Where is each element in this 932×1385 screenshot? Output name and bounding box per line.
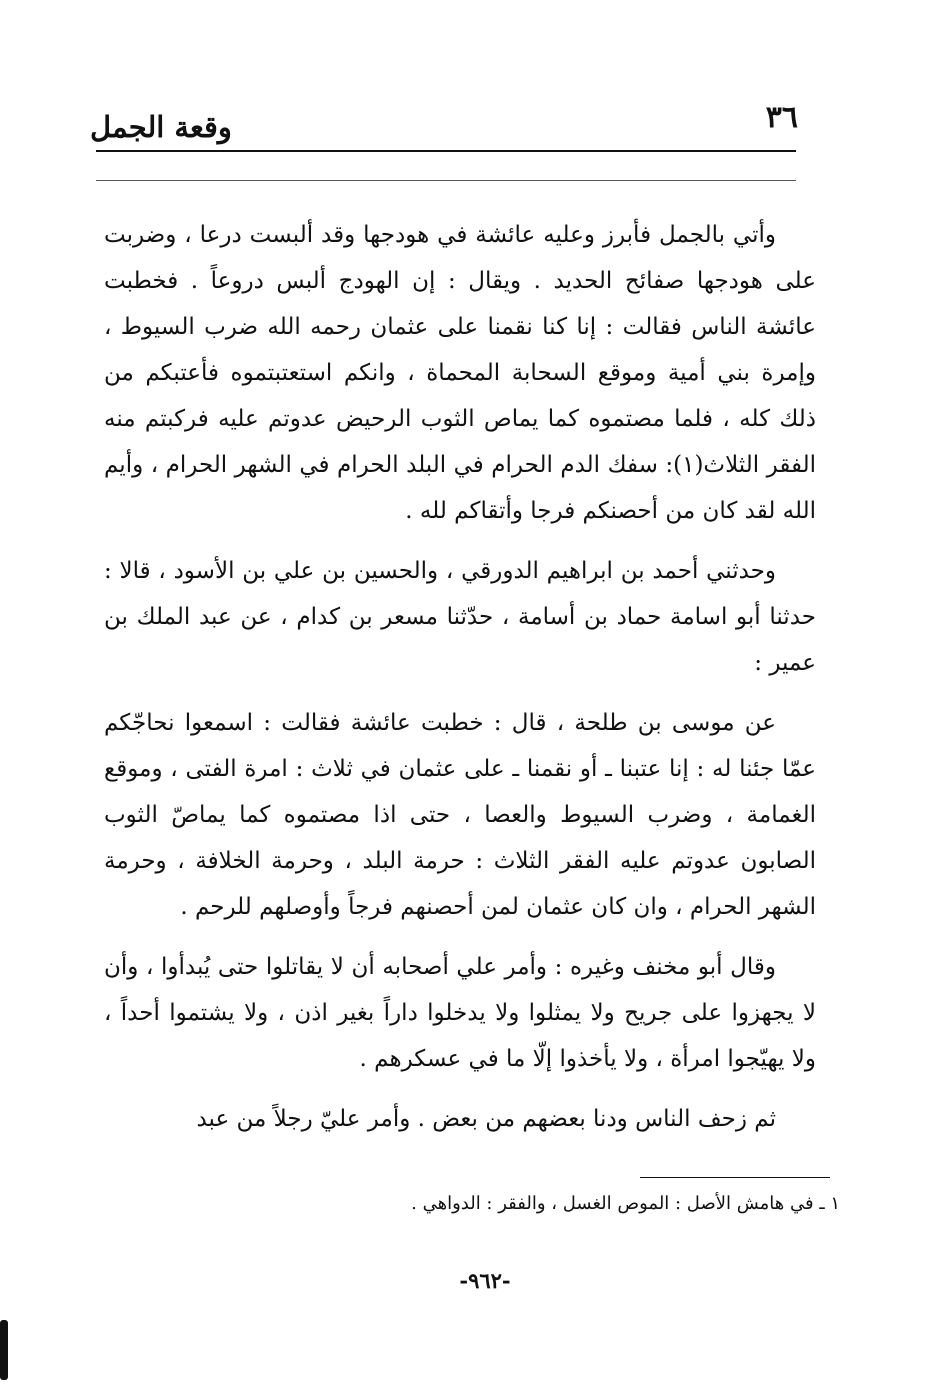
paragraph: ثم زحف الناس ودنا بعضهم من بعض . وأمر عليّ رجلاً من عبد: [196, 1106, 776, 1132]
scan-edge-mark: [0, 1320, 8, 1380]
running-title: وقعة الجمل: [90, 110, 232, 144]
paragraph: وأتي بالجمل فأبرز وعليه عائشة في هودجها وقد ألبست درعا ، وضربت على هودجها صفائح الحديد . ويقال : إن الهودج ألبس دروعاً . فخطبت عائشة الناس فقالت : إنا كنا نقمنا على عثمان رحمه الله ضرب السيوط ، وإمرة بني أمية وموقع السحابة المحماة ، وانكم استعتبتموه فأعتبكم من ذلك كله ، فلما مصتموه كما يماص الثوب الرحيض عدوتم عليه فركبتم منه الفقر الثلاث(١): سفك الدم الحرام في البلد الحرام في الشهر الحرام ، وأيم الله لقد كان من أحصنكم فرجا وأتقاكم لله .: [104, 222, 816, 524]
paragraph: وحدثني أحمد بن ابراهيم الدورقي ، والحسين بن علي بن الأسود ، قالا : حدثنا أبو اسامة حماد بن أسامة ، حدّثنا مسعر بن كدام ، عن عبد الملك بن عمير :: [104, 558, 816, 676]
page-number: ٣٦: [765, 100, 798, 135]
page-header: [90, 100, 798, 156]
footnote: ١ ـ في هامش الأصل : الموص الغسل ، والفقر : الدواهي .: [411, 1193, 840, 1214]
paragraph: عن موسى بن طلحة ، قال : خطبت عائشة فقالت : اسمعوا نحاجّكم عمّا جئنا له : إنا عتبنا ـ أو نقمنا ـ على عثمان في ثلاث : امرة الفتى ، وموقع الغمامة ، وضرب السيوط والعصا ، حتى اذا مصتموه كما يماصّ الثوب الصابون عدوتم عليه الفقر الثلاث : حرمة البلد ، وحرمة الخلافة ، وحرمة الشهر الحرام ، وان كان عثمان لمن أحصنهم فرجاً وأوصلهم للرحم .: [104, 710, 816, 920]
paragraph: وقال أبو مخنف وغيره : وأمر علي أصحابه أن لا يقاتلوا حتى يُبدأوا ، وأن لا يجهزوا على جريح ولا يمثلوا ولا يدخلوا داراً بغير اذن ، ولا يشتموا أحداً ، ولا يهيّجوا امرأة ، ولا يأخذوا إلّا ما في عسكرهم .: [104, 954, 816, 1072]
folio-number: -٩٦٢-: [459, 1268, 511, 1293]
footnote-rule: [640, 1177, 830, 1178]
main-text: [104, 212, 816, 1156]
header-divider: [96, 180, 796, 181]
header-rule: [96, 150, 796, 152]
